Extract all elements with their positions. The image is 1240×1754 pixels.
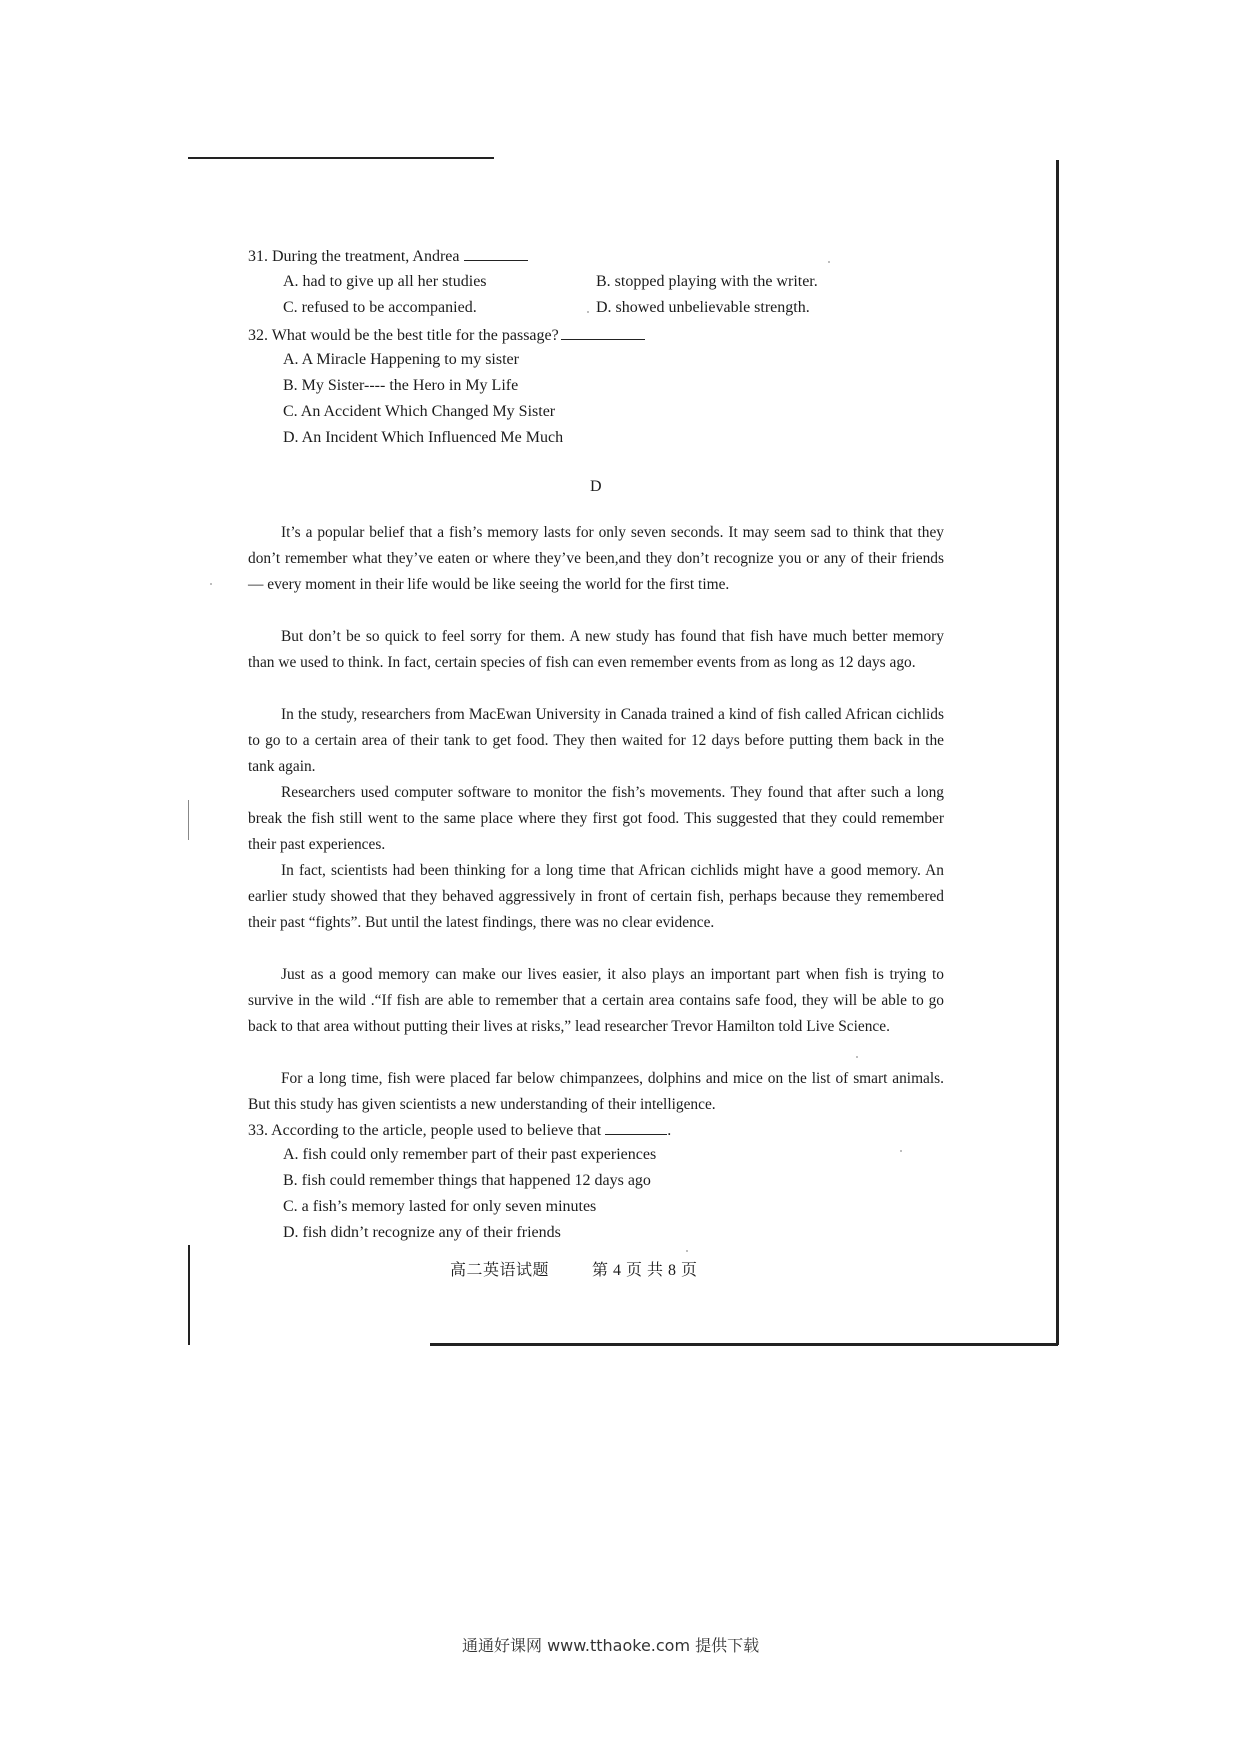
passage-paragraph-5: In fact, scientists had been thinking for a long time that African cichlids might have a good memory. An earlier study showed that they behaved aggressively in front of certain fish, perhaps because they remembered their past “fights”. But until the latest findings, there was no clear evidence. xyxy=(248,862,944,932)
footer-page-number: 第 4 页 共 8 页 xyxy=(592,1262,698,1279)
download-credit: 通通好课网 www.tthaoke.com 提供下载 xyxy=(462,1636,760,1655)
left-border-mark xyxy=(188,800,189,840)
option-31-b: B. stopped playing with the writer. xyxy=(596,273,818,290)
question-31 xyxy=(248,246,528,266)
answer-blank xyxy=(605,1120,667,1135)
option-33-d: D. fish didn’t recognize any of their friends xyxy=(283,1224,561,1241)
passage-paragraph-4: Researchers used computer software to monitor the fish’s movements. They found that after such a long break the fish still went to the same place where they first got food. This suggested that they could remember their past experiences. xyxy=(248,784,944,854)
passage-paragraph-2: But don’t be so quick to feel sorry for them. A new study has found that fish have much better memory than we used to think. In fact, certain species of fish can even remember events from as long as 12 days ago. xyxy=(248,628,944,672)
scan-speck xyxy=(828,261,830,263)
option-32-d: D. An Incident Which Influenced Me Much xyxy=(283,429,564,446)
answer-blank xyxy=(561,325,645,340)
bottom-rule xyxy=(430,1343,1058,1346)
option-33-c: C. a fish’s memory lasted for only seven minutes xyxy=(283,1198,597,1215)
question-33-end: . xyxy=(667,1122,672,1139)
question-33 xyxy=(248,1120,671,1140)
scan-speck xyxy=(587,311,589,313)
question-31-stem: 31. During the treatment, Andrea xyxy=(248,248,460,265)
footer-subject: 高二英语试题 xyxy=(450,1262,550,1279)
option-32-a: A. A Miracle Happening to my sister xyxy=(283,351,519,368)
option-31-c: C. refused to be accompanied. xyxy=(283,299,477,316)
scan-speck xyxy=(900,1150,902,1152)
option-31-a: A. had to give up all her studies xyxy=(283,273,487,290)
option-33-b: B. fish could remember things that happened 12 days ago xyxy=(283,1172,651,1189)
page-footer xyxy=(450,1257,698,1280)
section-heading: D xyxy=(590,478,602,495)
answer-blank xyxy=(464,246,528,261)
option-32-c: C. An Accident Which Changed My Sister xyxy=(283,403,556,420)
question-32 xyxy=(248,325,645,345)
scan-speck xyxy=(686,1250,688,1252)
passage-paragraph-3: In the study, researchers from MacEwan University in Canada trained a kind of fish called African cichlids to go to a certain area of their tank to get food. They then waited for 12 days before putting them back in the tank again. xyxy=(248,706,944,776)
option-31-d: D. showed unbelievable strength. xyxy=(596,299,810,316)
scan-speck xyxy=(856,1056,858,1058)
question-33-stem: 33. According to the article, people used to believe that xyxy=(248,1122,602,1139)
option-32-b: B. My Sister---- the Hero in My Life xyxy=(283,377,519,394)
passage-paragraph-6: Just as a good memory can make our lives easier, it also plays an important part when fish is trying to survive in the wild .“If fish are able to remember that a certain area contains safe food, they will be able to go back to that area without putting their lives at risks,” lead researcher Trevor Hamilton told Live Science. xyxy=(248,966,944,1036)
option-33-a: A. fish could only remember part of their past experiences xyxy=(283,1146,657,1163)
question-32-stem: 32. What would be the best title for the passage? xyxy=(248,327,559,344)
scan-speck xyxy=(210,583,212,585)
passage-paragraph-7: For a long time, fish were placed far below chimpanzees, dolphins and mice on the list of smart animals. But this study has given scientists a new understanding of their intelligence. xyxy=(248,1070,944,1114)
passage-paragraph-1: It’s a popular belief that a fish’s memory lasts for only seven seconds. It may seem sad to think that they don’t remember what they’ve eaten or where they’ve been,and they don’t recognize you or any of their friends — every moment in their life would be like seeing the world for the first time. xyxy=(248,524,944,594)
top-rule xyxy=(188,157,494,159)
left-border xyxy=(188,1245,190,1345)
right-border xyxy=(1056,160,1059,1345)
